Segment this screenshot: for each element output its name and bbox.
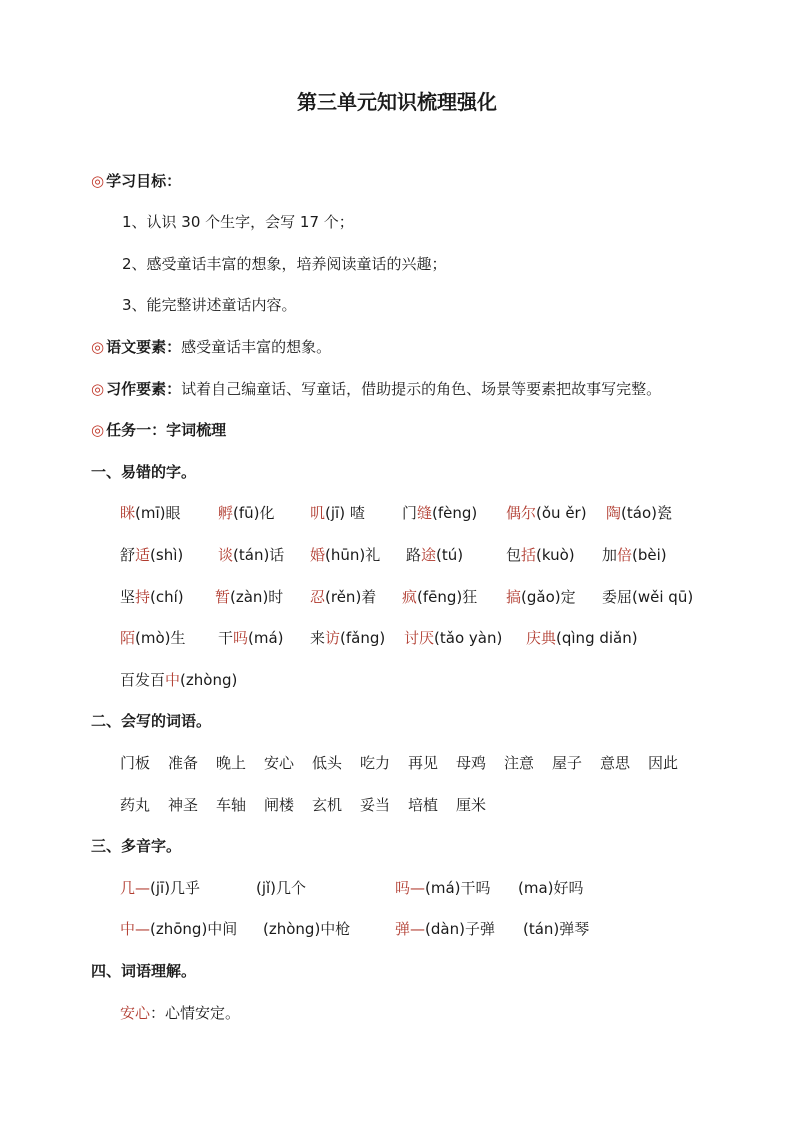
- polyphone-reading: (jī)几乎: [150, 879, 201, 897]
- char-item: [310, 627, 385, 649]
- char-pinyin: (mī)眼: [135, 504, 181, 522]
- vocab-word: 低头: [312, 754, 343, 772]
- vocab-word: 药丸: [120, 796, 151, 814]
- char-highlight: 括: [521, 546, 537, 564]
- char-highlight: 庆典: [526, 629, 557, 647]
- char-highlight: 疯: [402, 588, 418, 606]
- char-highlight: 谈: [218, 546, 234, 564]
- char-pinyin: (chí): [150, 588, 184, 606]
- vocab-word: 母鸡: [456, 754, 487, 772]
- sec2-heading: 二、会写的词语。: [91, 712, 212, 730]
- char-pinyin: (tú): [436, 546, 464, 564]
- goals-label: 学习目标：: [106, 172, 182, 190]
- char-item: [310, 586, 376, 608]
- char-plain: 干: [218, 629, 234, 647]
- polyphone-reading: (jǐ)几个: [256, 879, 307, 897]
- char-pinyin: (fèng): [432, 504, 478, 522]
- char-pinyin: (má): [248, 629, 284, 647]
- char-pinyin: (fǎng): [340, 629, 386, 647]
- char-pinyin: (gǎo)定: [521, 588, 576, 606]
- char-highlight: 偶尔: [506, 504, 537, 522]
- char-highlight: 眯: [120, 504, 136, 522]
- bullet-icon: ◎: [91, 172, 105, 190]
- yuwen-text: 感受童话丰富的想象。: [181, 338, 332, 356]
- goal-item: 3、能完整讲述童话内容。: [122, 296, 297, 314]
- char-item: [215, 586, 283, 608]
- char-pinyin: (hūn)礼: [325, 546, 381, 564]
- char-plain: 路: [406, 546, 422, 564]
- char-highlight: 搞: [506, 588, 522, 606]
- char-highlight: 适: [135, 546, 151, 564]
- char-item: [120, 502, 181, 524]
- char-plain: 加: [602, 546, 618, 564]
- char-item: [404, 627, 502, 649]
- char-highlight: 途: [421, 546, 437, 564]
- char-plain: 包: [506, 546, 522, 564]
- char-item: [506, 544, 575, 566]
- vocab-word: 准备: [168, 754, 199, 772]
- char-plain: 来: [310, 629, 326, 647]
- polyphone-reading: (ma)好吗: [518, 879, 584, 897]
- char-highlight: 缝: [417, 504, 433, 522]
- char-pinyin: (zhòng): [180, 671, 238, 689]
- vocab-word: 安心: [264, 754, 295, 772]
- char-highlight: 中: [165, 671, 181, 689]
- vocab-word: 玄机: [312, 796, 343, 814]
- task1-heading: [91, 419, 226, 441]
- char-pinyin: (mò)生: [135, 629, 186, 647]
- yuwen-line: [91, 336, 331, 358]
- yuwen-label: 语文要素：: [106, 338, 182, 356]
- bullet-icon: ◎: [91, 380, 105, 398]
- polyphone-char: 几—: [120, 879, 151, 897]
- polyphone-reading: (zhòng)中枪: [263, 920, 351, 938]
- polyphone-char: 中—: [120, 920, 151, 938]
- char-pinyin: (fēng)狂: [417, 588, 478, 606]
- char-pinyin: (qìng diǎn): [556, 629, 638, 647]
- sec1-heading: 一、易错的字。: [91, 463, 197, 481]
- char-plain: 门: [402, 504, 418, 522]
- bullet-icon: ◎: [91, 338, 105, 356]
- char-item: [120, 627, 186, 649]
- vocab-word: 闸楼: [264, 796, 295, 814]
- char-highlight: 孵: [218, 504, 234, 522]
- xizuo-line: [91, 378, 661, 400]
- polyphone-reading: (zhōng)中间: [150, 920, 238, 938]
- xizuo-text: 试着自己编童话、写童话，借助提示的角色、场景等要素把故事写完整。: [181, 380, 662, 398]
- char-item: [120, 586, 184, 608]
- char-pinyin: (jī) 喳: [325, 504, 365, 522]
- char-item: [120, 544, 183, 566]
- char-pinyin: (wěi qū): [632, 588, 694, 606]
- char-plain: 坚: [120, 588, 136, 606]
- sec4-heading: 四、词语理解。: [91, 962, 197, 980]
- char-item: [406, 544, 463, 566]
- sec3-heading: 三、多音字。: [91, 837, 182, 855]
- char-highlight: 持: [135, 588, 151, 606]
- char-highlight: 讨厌: [404, 629, 435, 647]
- vocab-word: 培植: [408, 796, 439, 814]
- char-pinyin: (zàn)时: [230, 588, 284, 606]
- bullet-icon: ◎: [91, 421, 105, 439]
- char-highlight: 叽: [310, 504, 326, 522]
- goal-item: 1、认识 30 个生字，会写 17 个；: [122, 213, 354, 231]
- char-plain: 委屈: [602, 588, 633, 606]
- vocab-word: 因此: [648, 754, 679, 772]
- char-item: [310, 544, 380, 566]
- char-item: [310, 502, 365, 524]
- char-highlight: 忍: [310, 588, 326, 606]
- char-plain: 舒: [120, 546, 136, 564]
- char-item: [218, 627, 284, 649]
- char-pinyin: (fū)化: [233, 504, 275, 522]
- vocab-word: 意思: [600, 754, 631, 772]
- char-item: [218, 544, 284, 566]
- char-pinyin: (shì): [150, 546, 184, 564]
- char-plain: 百发百: [120, 671, 166, 689]
- char-item: [402, 586, 477, 608]
- polyphone-reading: (dàn)子弹: [425, 920, 495, 938]
- vocab-word: 车轴: [216, 796, 247, 814]
- goals-heading: [91, 170, 181, 192]
- vocab-word: 厘米: [456, 796, 487, 814]
- vocab-word: 屋子: [552, 754, 583, 772]
- polyphone-char: 吗—: [395, 879, 426, 897]
- char-pinyin: (rěn)着: [325, 588, 377, 606]
- vocab-word: 神圣: [168, 796, 199, 814]
- polyphone-reading: (má)干吗: [425, 879, 491, 897]
- vocab-word: 吃力: [360, 754, 391, 772]
- char-item: [606, 502, 672, 524]
- goal-item: 2、感受童话丰富的想象，培养阅读童话的兴趣；: [122, 255, 447, 273]
- char-highlight: 陶: [606, 504, 622, 522]
- defined-word: 安心: [120, 1004, 151, 1022]
- char-highlight: 吗: [233, 629, 249, 647]
- vocab-word: 晚上: [216, 754, 247, 772]
- char-highlight: 陌: [120, 629, 136, 647]
- vocab-word: 妥当: [360, 796, 391, 814]
- char-pinyin: (kuò): [536, 546, 575, 564]
- word-definition: [120, 1002, 240, 1024]
- char-highlight: 访: [325, 629, 341, 647]
- char-highlight: 暂: [215, 588, 231, 606]
- page-title: 第三单元知识梳理强化: [297, 90, 497, 114]
- polyphone-reading: (tán)弹琴: [523, 920, 590, 938]
- char-pinyin: (bèi): [632, 546, 667, 564]
- char-item: [526, 627, 638, 649]
- char-highlight: 倍: [617, 546, 633, 564]
- definition-text: ：心情安定。: [150, 1004, 241, 1022]
- vocab-word: 再见: [408, 754, 439, 772]
- char-item: [402, 502, 477, 524]
- char-item: [506, 502, 587, 524]
- char-item: [120, 669, 237, 691]
- char-pinyin: (ǒu ěr): [536, 504, 587, 522]
- char-highlight: 婚: [310, 546, 326, 564]
- char-item: [218, 502, 275, 524]
- char-item: [506, 586, 576, 608]
- char-pinyin: (táo)瓷: [621, 504, 672, 522]
- vocab-word: 注意: [504, 754, 535, 772]
- polyphone-char: 弹—: [395, 920, 426, 938]
- char-pinyin: (tán)话: [233, 546, 285, 564]
- vocab-word: 门板: [120, 754, 151, 772]
- char-item: [602, 544, 667, 566]
- char-item: [602, 586, 693, 608]
- task1-label: 任务一：字词梳理: [106, 421, 227, 439]
- xizuo-label: 习作要素：: [106, 380, 182, 398]
- char-pinyin: (tǎo yàn): [434, 629, 503, 647]
